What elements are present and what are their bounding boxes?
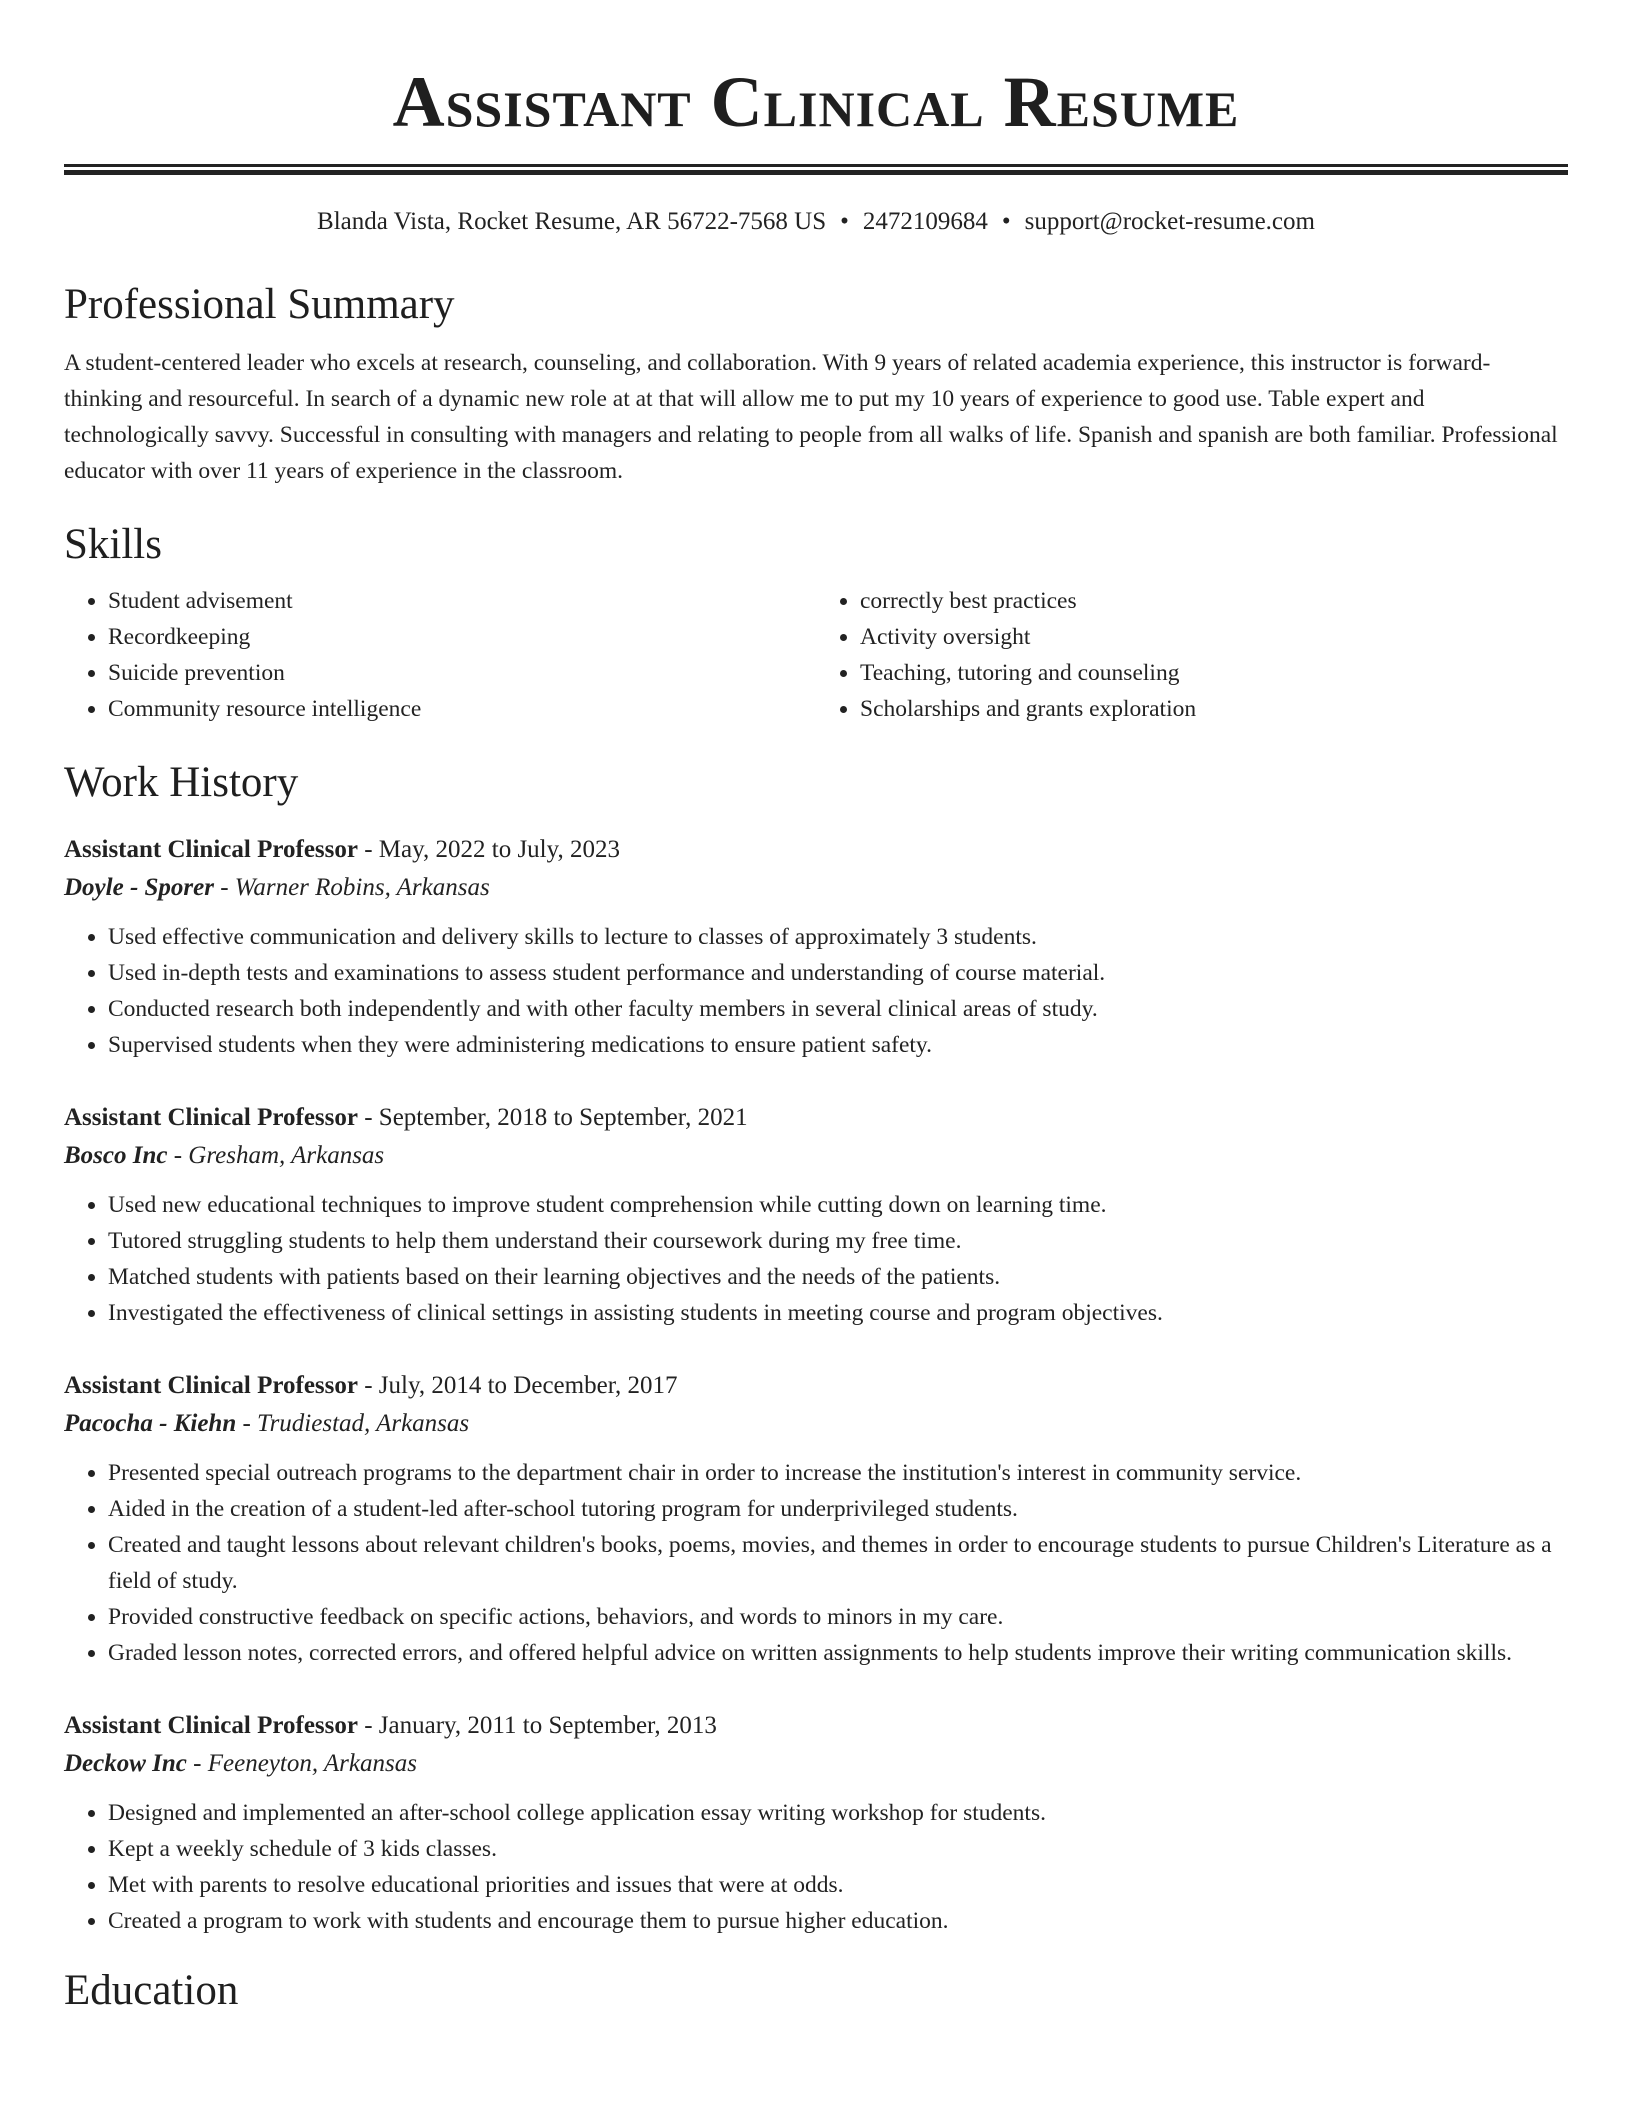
job-dates: - January, 2011 to September, 2013 [364,1712,717,1739]
contact-line [64,205,1568,239]
job-bullet: • Designed and implemented an after-school college application essay writing workshop for students. [108,1795,1568,1831]
job-dates: - May, 2022 to July, 2023 [364,836,621,863]
skill-item: • correctly best practices [860,583,1568,619]
company-name: Bosco Inc [64,1142,168,1169]
job-bullet: • Supervised students when they were administering medications to ensure patient safety. [108,1027,1568,1063]
job-title: Assistant Clinical Professor [64,1712,358,1739]
company-name: Deckow Inc [64,1750,187,1777]
company-line [64,1137,1568,1175]
job-entry [64,1707,1568,1939]
job-title: Assistant Clinical Professor [64,1104,358,1131]
skills-column-right [816,583,1568,727]
job-title: Assistant Clinical Professor [64,1372,358,1399]
job-bullets [64,1455,1568,1671]
education-heading: Education [64,1967,239,2014]
skills-list [64,583,1568,727]
job-bullet: • Tutored struggling students to help them understand their coursework during my free time. [108,1223,1568,1259]
company-location: - Warner Robins, Arkansas [220,874,490,901]
contact-separator: • [840,208,849,235]
company-line [64,1745,1568,1783]
summary-text: A student-centered leader who excels at research, counseling, and collaboration. With 9 years of related academia experience, this instructor is forward-thinking and resourceful. In search of a dynamic new role at at that will allow me to put my 10 years of experience to good use. Table expert and technologically savvy. Successful in consulting with managers and relating to people from all walks of life. Spanish and spanish are both familiar. Professional educator with over 11 years of experience in the classroom. [64,350,1558,484]
skill-item: • Scholarships and grants exploration [860,691,1568,727]
job-entry [64,1367,1568,1671]
company-location: - Trudiestad, Arkansas [242,1410,470,1437]
job-bullet: • Met with parents to resolve educational priorities and issues that were at odds. [108,1867,1568,1903]
skills-column-left [64,583,816,727]
skill-item: • Community resource intelligence [108,691,816,727]
company-line [64,1405,1568,1443]
job-bullet: • Kept a weekly schedule of 3 kids classes. [108,1831,1568,1867]
job-bullet: • Presented special outreach programs to the department chair in order to increase the institution's interest in community service. [108,1455,1568,1491]
job-entry [64,1099,1568,1331]
job-title-line [64,1099,1568,1137]
contact-email: support@rocket-resume.com [1024,208,1315,235]
job-title: Assistant Clinical Professor [64,836,358,863]
job-bullet: • Used in-depth tests and examinations to assess student performance and understanding of course material. [108,955,1568,991]
job-bullet: • Created a program to work with students and encourage them to pursue higher education. [108,1903,1568,1939]
contact-address: Blanda Vista, Rocket Resume, AR 56722-7568 US [317,208,827,235]
job-bullets [64,919,1568,1063]
job-bullet: • Used effective communication and delivery skills to lecture to classes of approximately 3 students. [108,919,1568,955]
job-title-line [64,831,1568,869]
contact-separator: • [1001,208,1011,235]
company-name: Pacocha - Kiehn [64,1410,237,1437]
skill-item: • Activity oversight [860,619,1568,655]
skills-heading: Skills [64,521,162,568]
job-bullet: • Aided in the creation of a student-led after-school tutoring program for underprivileged students. [108,1491,1568,1527]
skill-item: • Student advisement [108,583,816,619]
resume-title: Assistant Clinical Resume [392,62,1240,142]
job-title-line [64,1367,1568,1405]
job-title-line [64,1707,1568,1745]
company-name: Doyle - Sporer [64,874,214,901]
skill-item: • Teaching, tutoring and counseling [860,655,1568,691]
job-bullets [64,1795,1568,1939]
work-history-heading: Work History [64,759,299,806]
job-bullets [64,1187,1568,1331]
job-bullet: • Created and taught lessons about relevant children's books, poems, movies, and themes in order to encourage students to pursue Children's Literature as a field of study. [108,1527,1568,1599]
contact-phone: 2472109684 [862,208,988,235]
company-location: - Gresham, Arkansas [173,1142,385,1169]
job-bullet: • Investigated the effectiveness of clinical settings in assisting students in meeting course and program objectives. [108,1295,1568,1331]
skill-item: • Suicide prevention [108,655,816,691]
job-bullet: • Provided constructive feedback on specific actions, behaviors, and words to minors in my care. [108,1599,1568,1635]
job-bullet: • Used new educational techniques to improve student comprehension while cutting down on learning time. [108,1187,1568,1223]
job-bullet: • Matched students with patients based on their learning objectives and the needs of the patients. [108,1259,1568,1295]
company-line [64,869,1568,907]
job-bullet: • Graded lesson notes, corrected errors, and offered helpful advice on written assignments to help students improve their writing communication skills. [108,1635,1568,1671]
summary-heading: Professional Summary [64,281,455,328]
title-divider [64,164,1568,175]
job-dates: - September, 2018 to September, 2021 [364,1104,748,1131]
job-dates: - July, 2014 to December, 2017 [364,1372,678,1399]
job-bullet: • Conducted research both independently and with other faculty members in several clinical areas of study. [108,991,1568,1027]
skill-item: • Recordkeeping [108,619,816,655]
company-location: - Feeneyton, Arkansas [193,1750,417,1777]
job-entry [64,831,1568,1063]
